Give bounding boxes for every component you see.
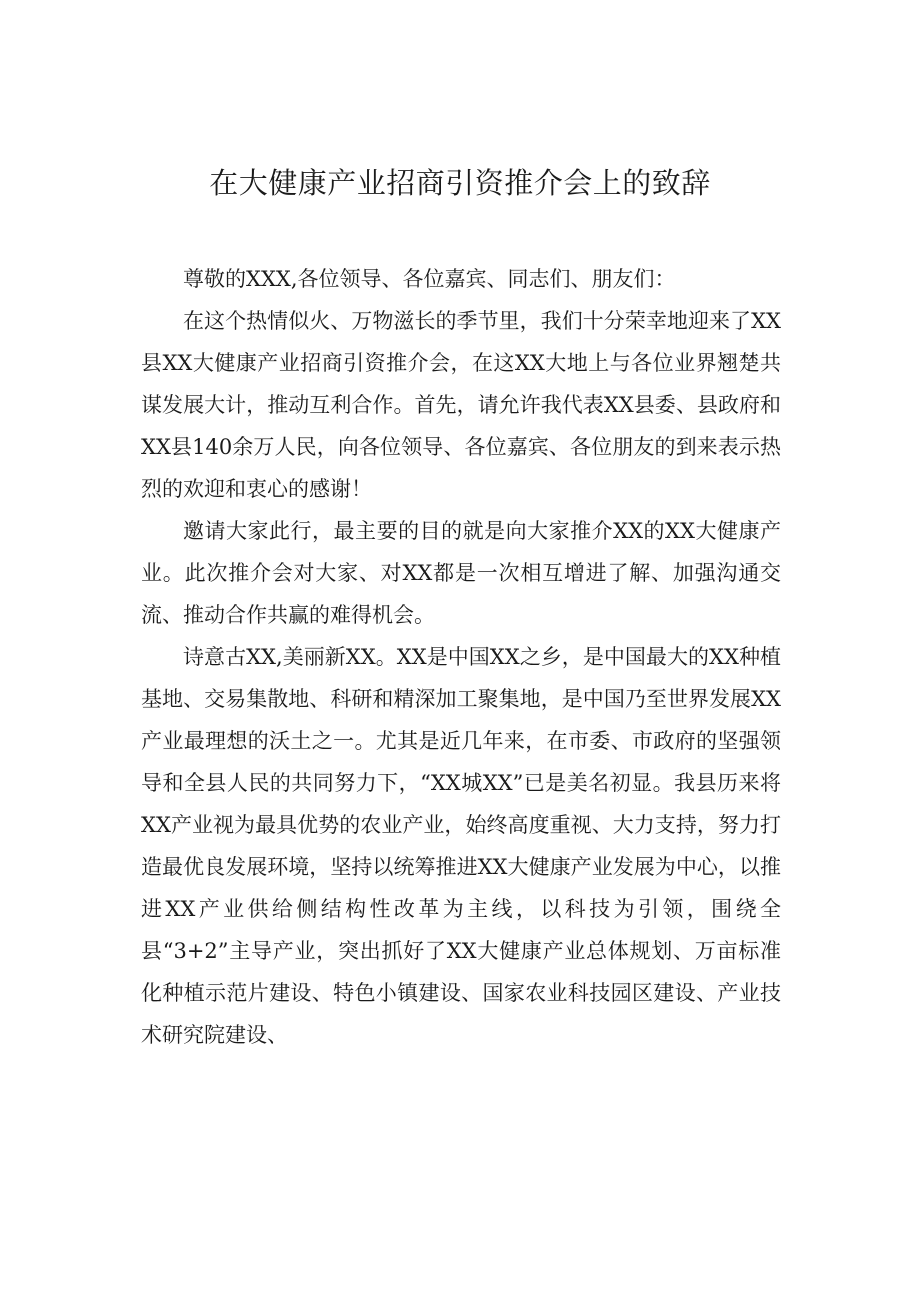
paragraph-welcome: 在这个热情似火、万物滋长的季节里，我们十分荣幸地迎来了XX县XX大健康产业招商引资推介会，在这XX大地上与各位业界翘楚共谋发展大计，推动互利合作。首先，请允许我代表XX县委、县政府和XX县140余万人民，向各位领导、各位嘉宾、各位朋友的到来表示热烈的欢迎和衷心的感谢！ [141, 309, 781, 501]
salutation: 尊敬的XXX,各位领导、各位嘉宾、同志们、朋友们： [183, 267, 676, 291]
document-title: 在大健康产业招商引资推介会上的致辞 [209, 166, 711, 200]
document-body [141, 258, 781, 1056]
paragraph-purpose: 邀请大家此行，最主要的目的就是向大家推介XX的XX大健康产业。此次推介会对大家、对XX都是一次相互增进了解、加强沟通交流、推动合作共赢的难得机会。 [141, 519, 781, 627]
paragraph-county-intro: 诗意古XX,美丽新XX。XX是中国XX之乡，是中国最大的XX种植基地、交易集散地、科研和精深加工聚集地，是中国乃至世界发展XX产业最理想的沃土之一。尤其是近几年来，在市委、市政府的坚强领导和全县人民的共同努力下，“XX城XX”已是美名初显。我县历来将XX产业视为最具优势的农业产业，始终高度重视、大力支持，努力打造最优良发展环境，坚持以统筹推进XX大健康产业发展为中心，以推进XX产业供给侧结构性改革为主线，以科技为引领，围绕全县“3+2”主导产业，突出抓好了XX大健康产业总体规划、万亩标准化种植示范片建设、特色小镇建设、国家农业科技园区建设、产业技术研究院建设、 [141, 645, 781, 1047]
